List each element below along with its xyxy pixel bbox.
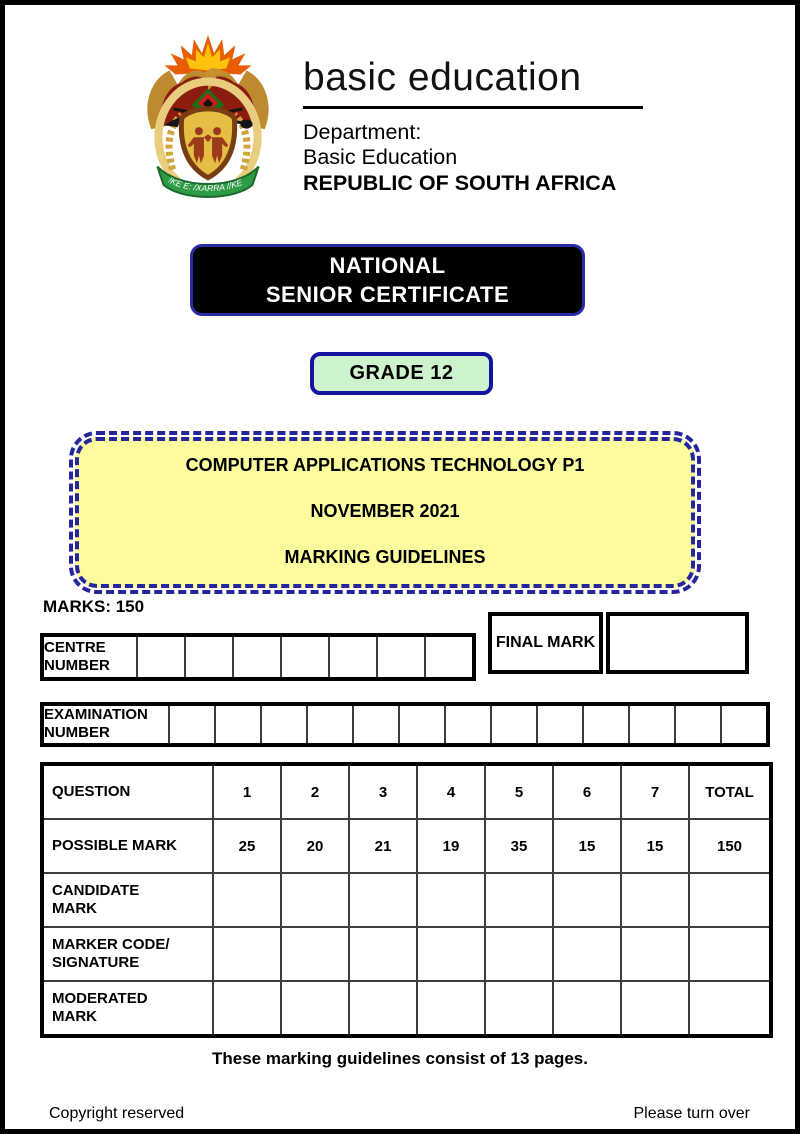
department-label: Department: [303,120,422,144]
question-col-header: 4 [417,764,485,819]
paper-session: NOVEMBER 2021 [310,501,460,521]
masthead-text [303,32,643,202]
question-col-header: 6 [553,764,621,819]
question-col-header: 1 [213,764,281,819]
club-knob [240,120,252,129]
question-col-header: 5 [485,764,553,819]
masthead [137,32,643,202]
examination-number-cell [721,704,768,745]
marker-code-cell [553,927,621,981]
total-col-header: TOTAL [689,764,771,819]
moderated-mark-label-line2: MARK [52,1008,97,1025]
candidate-mark-cell [689,873,771,927]
centre-number-cell [281,635,329,679]
grade-badge: GRADE 12 [310,352,493,395]
examination-number-cell [583,704,629,745]
centre-number-label-line2: NUMBER [44,657,110,674]
examination-number-cell [537,704,583,745]
marker-code-row [42,927,771,981]
candidate-mark-label [42,873,213,927]
centre-number-label-line1: CENTRE [44,638,106,656]
centre-number-cell [425,635,474,679]
examination-number-cell [307,704,353,745]
marker-code-cell [349,927,417,981]
copyright-note: Copyright reserved [49,1105,185,1122]
moderated-mark-label [42,981,213,1036]
possible-mark-value: 15 [621,819,689,873]
marker-code-cell [621,927,689,981]
certificate-banner [190,244,585,316]
examination-number-label-line1: EXAMINATION [44,706,148,723]
moderated-mark-cell [553,981,621,1036]
candidate-mark-cell [485,873,553,927]
question-col-header: 3 [349,764,417,819]
marker-code-cell [281,927,349,981]
candidate-mark-cell [213,873,281,927]
marks-label: MARKS: 150 [43,597,145,616]
moderated-mark-cell [417,981,485,1036]
possible-mark-value: 15 [553,819,621,873]
country-name: REPUBLIC OF SOUTH AFRICA [303,170,617,195]
moderated-mark-cell [621,981,689,1036]
pages-note: These marking guidelines consist of 13 pages. [211,1049,588,1068]
centre-number-table [40,633,476,681]
centre-number-cell [329,635,377,679]
possible-mark-label: POSSIBLE MARK [42,819,213,873]
candidate-mark-label-line2: MARK [52,900,97,917]
candidate-mark-cell [417,873,485,927]
final-mark-value [606,612,749,674]
possible-mark-value: 21 [349,819,417,873]
examination-number-row [42,704,768,745]
possible-mark-value: 19 [417,819,485,873]
possible-mark-value: 20 [281,819,349,873]
certificate-banner-line1: NATIONAL [329,252,446,278]
examination-number-cell [675,704,721,745]
paper-title-box-inner [75,437,695,588]
centre-number-cell [233,635,281,679]
examination-number-cell [629,704,675,745]
examination-number-label [42,704,169,745]
turn-over-note: Please turn over [633,1105,750,1122]
possible-mark-value: 35 [485,819,553,873]
examination-number-cell [491,704,537,745]
final-mark [488,612,749,674]
examination-number-label-line2: NUMBER [44,724,110,742]
centre-number-label [42,635,137,679]
question-col-header: 7 [621,764,689,819]
question-header-label: QUESTION [42,764,213,819]
brand-underline [303,106,643,109]
paper-doc-type: MARKING GUIDELINES [284,547,486,567]
possible-mark-row [42,819,771,873]
marker-code-label-line1: MARKER CODE/ [52,935,170,953]
moderated-mark-cell [485,981,553,1036]
marker-code-cell [417,927,485,981]
certificate-banner-line2: SENIOR CERTIFICATE [265,282,510,307]
examination-number-table [40,702,770,747]
candidate-mark-cell [281,873,349,927]
marker-code-cell [213,927,281,981]
paper-title-box [69,431,701,594]
question-col-header: 2 [281,764,349,819]
examination-number-cell [353,704,399,745]
moderated-mark-cell [689,981,771,1036]
candidate-mark-label-line1: CANDIDATE [52,881,140,899]
logo-motto-text: !KE E: /XARRA //KE [166,174,244,194]
candidate-mark-row [42,873,771,927]
marker-code-cell [689,927,771,981]
marker-code-label [42,927,213,981]
candidate-mark-cell [349,873,417,927]
centre-number-cell [185,635,233,679]
candidate-mark-cell [621,873,689,927]
examination-number-cell [445,704,491,745]
moderated-mark-cell [213,981,281,1036]
brand-title: basic education [303,56,582,99]
examination-number-cell [261,704,307,745]
centre-number-cell [377,635,425,679]
centre-number-row [42,635,474,679]
coat-of-arms-icon [137,32,279,202]
department-name: Basic Education [303,145,458,170]
examination-number-cell [169,704,215,745]
moderated-mark-row [42,981,771,1036]
paper-title: COMPUTER APPLICATIONS TECHNOLOGY P1 [185,455,585,475]
centre-number-cell [137,635,185,679]
possible-mark-value: 25 [213,819,281,873]
moderated-mark-label-line1: MODERATED [52,989,148,1007]
marker-code-label-line2: SIGNATURE [52,954,140,971]
final-mark-label: FINAL MARK [488,612,603,674]
question-header-row [42,764,771,819]
marker-code-cell [485,927,553,981]
mark-summary-table [40,762,773,1038]
moderated-mark-cell [349,981,417,1036]
moderated-mark-cell [281,981,349,1036]
candidate-mark-cell [553,873,621,927]
examination-number-cell [399,704,445,745]
possible-mark-total: 150 [689,819,771,873]
examination-number-cell [215,704,261,745]
